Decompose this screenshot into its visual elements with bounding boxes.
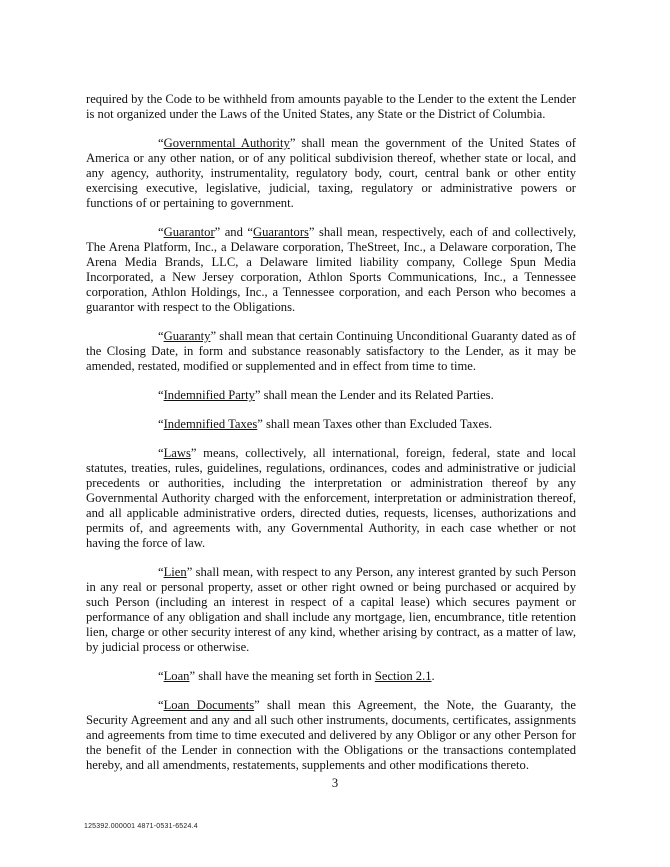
open-quote: “ [158,225,164,239]
definition-text: ” shall mean, respectively, each of and collectively, The Arena Platform, Inc., a Delaware corporation, TheStreet, Inc., a Delaware corporation, The Arena Media Brands, LLC, a Delaware limited liability company, College Spun Media Incorporated, a New Jersey corporation, Athlon Sports Communications, Inc., a Tennessee corporation, Athlon Holdings, Inc., a Tennessee corporation, and each Person who becomes a guarantor with respect to the Obligations. [86,225,576,314]
defined-term: Guaranty [163,329,211,343]
defined-term: Loan [163,669,190,683]
definition-indemnified-party [86,388,576,403]
open-quote: “ [158,446,164,460]
definition-text: ” shall have the meaning set forth in [189,669,375,683]
definition-text: ” shall mean Taxes other than Excluded Taxes. [257,417,493,431]
definition-connector: ” and “ [214,225,253,239]
definition-text: ” shall mean the government of the United States of America or any other nation, or of any political subdivision thereof, whether state or local, and any agency, authority, instrumentality, regulatory body, court, central bank or other entity exercising executive, legislative, judicial, taxing, regulatory or administrative powers or functions of or pertaining to government. [86,136,576,210]
open-quote: “ [158,329,164,343]
defined-term: Guarantors [252,225,309,239]
document-id-footer: 125392.000001 4871-0531-6524.4 [84,823,198,830]
definition-text: ” shall mean, with respect to any Person, any interest granted by such Person in any real or personal property, asset or other right owned or being purchased or acquired by such Person (including an interest in respect of a capital lease) which secures payment or performance of any obligation and shall include any mortgage, lien, encumbrance, title retention lien, charge or other security interest of any kind, whether arising by contract, as a matter of law, by judicial process or otherwise. [86,565,576,654]
sentence-end: . [431,669,435,683]
definition-text: ” means, collectively, all international, foreign, federal, state and local statutes, treaties, rules, guidelines, regulations, ordinances, codes and administrative or judicial precedents or authorities, including the interpretation or administration thereof by any Governmental Authority charged with the enforcement, interpretation or administration thereof, and all applicable administrative orders, directed duties, requests, licenses, authorizations and permits of, and agreements with, any Governmental Authority, in each case whether or not having the force of law. [86,446,576,550]
section-cross-reference: Section 2.1 [374,669,432,683]
open-quote: “ [158,698,164,712]
open-quote: “ [158,136,164,150]
defined-term: Indemnified Party [163,388,255,402]
definition-laws [86,446,576,551]
definition-text: ” shall mean that certain Continuing Unconditional Guaranty dated as of the Closing Date, in form and substance reasonably satisfactory to the Lender, as it may be amended, restated, modified or supplemented and in effect from time to time. [86,329,576,373]
definition-text: ” shall mean the Lender and its Related Parties. [254,388,494,402]
paragraph-text: required by the Code to be withheld from amounts payable to the Lender to the extent the Lender is not organized under the Laws of the United States, any State or the District of Columbia. [86,92,576,121]
definition-indemnified-taxes [86,417,576,432]
defined-term: Loan Documents [163,698,255,712]
defined-term: Indemnified Taxes [163,417,258,431]
defined-term: Laws [163,446,191,460]
definition-loan-documents [86,698,576,773]
definition-text: ” shall mean this Agreement, the Note, the Guaranty, the Security Agreement and any and all such other instruments, documents, certificates, assignments and agreements from time to time executed and delivered by any Obligor or any other Person for the benefit of the Lender in connection with the Obligations or the transactions contemplated hereby, and all amendments, restatements, supplements and other modifications thereto. [86,698,576,772]
open-quote: “ [158,565,164,579]
definition-governmental-authority [86,136,576,211]
definition-lien [86,565,576,655]
page-number: 3 [331,776,339,790]
open-quote: “ [158,388,164,402]
document-body [86,92,576,787]
definition-guaranty [86,329,576,374]
paragraph-withholding-continuation [86,92,576,122]
open-quote: “ [158,669,164,683]
open-quote: “ [158,417,164,431]
definition-loan [86,669,576,684]
definition-guarantor [86,225,576,315]
defined-term: Guarantor [163,225,215,239]
defined-term: Governmental Authority [163,136,290,150]
defined-term: Lien [163,565,187,579]
